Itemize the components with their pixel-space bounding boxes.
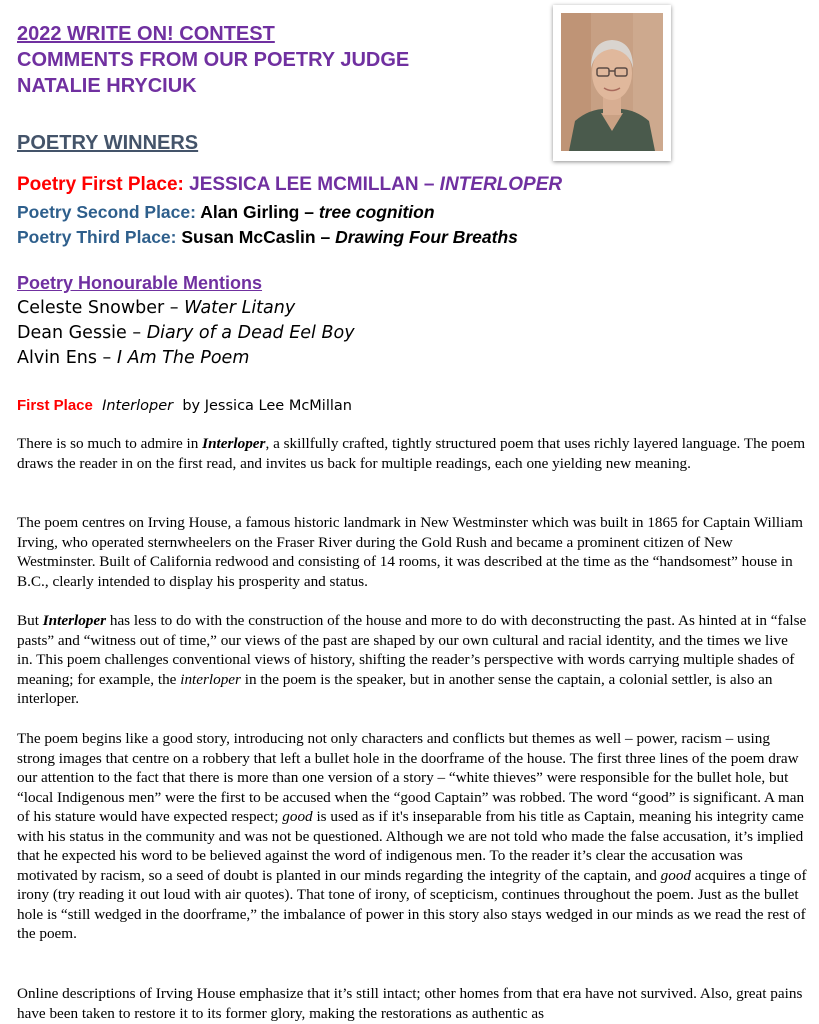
text-run: has less to do with the construction of the house and more to do with deconstructing the past. As hinted at in “false pasts” and “witness out of time,” our views of the past are shaped by our own cultural and racial identity, and the times we live in. This poem challenges conventional views of history, shifting the reader’s perspective with words carrying multiple shades of meaning; for example, the (17, 612, 807, 688)
first-place-sep: – (418, 174, 440, 195)
honourable-mention-item (17, 346, 249, 370)
first-place-title: INTERLOPER (439, 174, 563, 195)
contest-title: 2022 WRITE ON! CONTEST (17, 23, 275, 45)
judge-name: NATALIE HRYCIUK (17, 75, 197, 97)
hm-author: Celeste Snowber (17, 298, 165, 318)
second-place-author: Alan Girling (200, 202, 300, 222)
judge-photo-frame (553, 5, 671, 161)
honourable-mention-item (17, 296, 295, 320)
text-run: The poem begins like a good story, introducing not only characters and conflicts but themes as well – power, racism – using strong images that centre on a robbery that left a bullet hole in the doorframe of the house. The first three lines of the poem draw our attention to the fact that there is more than one version of a story – “white thieves” were responsible for the bullet hole, but “local Indigenous men” were the first to be accused when the “good Captain” was robbed. The word “good” is significant. A man of his stature would have expected respect; (17, 730, 805, 825)
hm-author: Dean Gessie (17, 323, 127, 343)
poem-title-emphasis: Interloper (42, 612, 107, 629)
first-place-label: Poetry First Place: (17, 174, 184, 195)
third-place-title: Drawing Four Breaths (335, 227, 518, 247)
review-paragraph-2: The poem centres on Irving House, a famous historic landmark in New Westminster which was built in 1865 for Captain William Irving, who operated sternwheelers on the Fraser River during the Gold Rush and became a prominent citizen of New Westminster. Built of California redwood and consisting of 14 rooms, it was described at the time as the “handsomest” house in B.C., clearly intended to display his prosperity and status. (17, 514, 803, 590)
hm-sep: – (126, 323, 147, 343)
review-paragraph-3 (17, 611, 807, 709)
text-run: But (17, 612, 43, 629)
third-place-label: Poetry Third Place: (17, 227, 177, 247)
first-place-review-label: First Place (17, 397, 93, 414)
third-place-sep: – (315, 227, 336, 247)
first-place-author: JESSICA LEE MCMILLAN (189, 174, 419, 195)
first-place-review-heading (17, 396, 352, 416)
text-run: in the poem is the speaker, but in another sense the captain, a colonial settler, is also an interloper. (17, 670, 773, 707)
text-run: acquires a tinge of irony (try reading it out loud with air quotes). That tone of irony, of scepticism, continues throughout the poem. Just as the bullet hole is “still wedged in the doorframe,” the imbalance of power in this story also stays wedged in our minds as we read the rest of the poem. (17, 866, 807, 942)
italic-word: interloper (180, 670, 241, 688)
hm-title: Water Litany (184, 298, 296, 318)
honourable-mentions-heading: Poetry Honourable Mentions (17, 273, 263, 293)
poem-title-emphasis: Interloper (202, 435, 266, 452)
review-paragraph-4 (17, 729, 807, 944)
winners-heading: POETRY WINNERS (17, 132, 199, 154)
judge-portrait-image (561, 13, 663, 151)
first-place-review-author: by Jessica Lee McMillan (182, 398, 352, 414)
review-paragraph-5: Online descriptions of Irving House emphasize that it’s still intact; other homes from that era have not survived. Also, great pains have been taken to restore it to its former glory, making the restorations as authentic as (17, 985, 803, 1022)
third-place-author: Susan McCaslin (181, 227, 316, 247)
judge-comments-title: COMMENTS FROM OUR POETRY JUDGE (17, 49, 410, 71)
first-place-winner (17, 173, 562, 197)
second-place-sep: – (299, 202, 319, 222)
second-place-winner (17, 200, 435, 224)
second-place-title: tree cognition (318, 202, 435, 222)
second-place-label: Poetry Second Place: (17, 202, 196, 222)
third-place-winner (17, 225, 518, 249)
hm-sep: – (164, 298, 185, 318)
hm-title: I Am The Poem (116, 348, 250, 368)
italic-word: good (660, 866, 691, 884)
hm-author: Alvin Ens (17, 348, 97, 368)
text-run: is used as if it's inseparable from his title as Captain, meaning his integrity came with his status in the community and was not be questioned. Although we are not told who made the false accusation, it’s implied that he expected his word to be believed against the word of indigenous men. To the reader it’s clear the accusation was motivated by racism, so a seed of doubt is planted in our minds regarding the integrity of the captain, and (17, 808, 804, 884)
text-run: , a skillfully crafted, tightly structured poem that uses richly layered language. The poem draws the reader in on the first read, and invites us back for multiple readings, each one yielding new meaning. (17, 435, 806, 472)
honourable-mention-item (17, 321, 355, 345)
first-place-review-title: Interloper (102, 398, 174, 414)
judge-photo (561, 13, 663, 151)
hm-title: Diary of a Dead Eel Boy (146, 323, 355, 343)
italic-word: good (282, 808, 313, 825)
review-paragraph-1 (17, 434, 807, 473)
hm-sep: – (96, 348, 117, 368)
text-run: There is so much to admire in (17, 435, 203, 452)
